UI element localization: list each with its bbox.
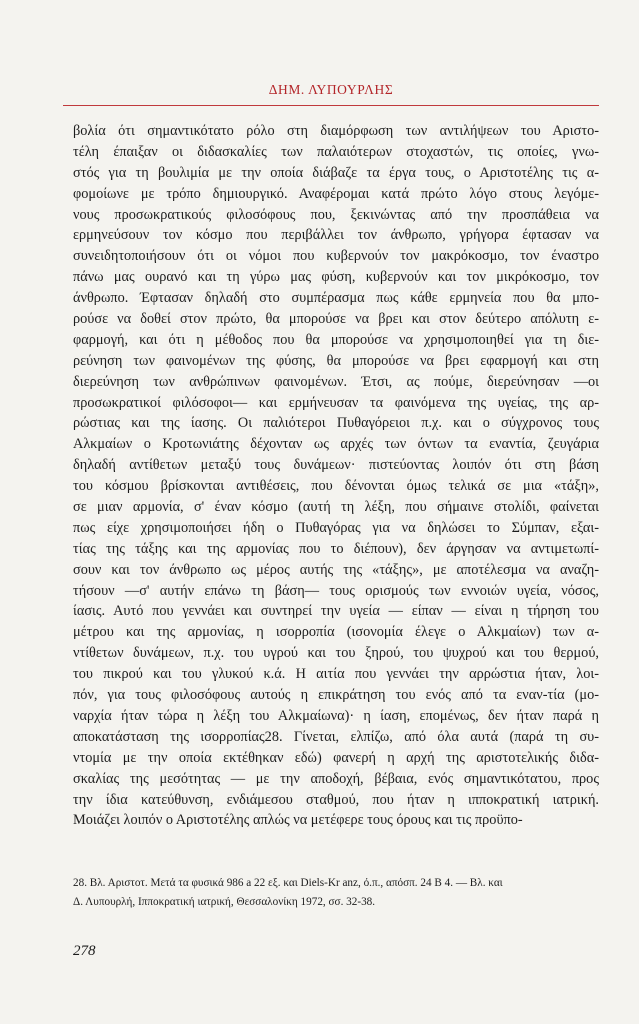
text-line: φαρμογή, και ότι η μέθοδος που θα μπορούσε να χρησιμοποιηθεί για τη διε- [73, 331, 599, 348]
text-line: τέλη έπαιξαν οι διδασκαλίες των παλαιότερων στοχαστών, τις οποίες, γνω- [73, 143, 599, 160]
text-line: ναρχία ήταν τώρα η λέξη του Αλκμαίωνα)· η ίαση, επομένως, δεν ήταν παρά η [73, 707, 599, 724]
text-line: Αλκμαίων ο Κροτωνιάτης δέχονταν ως αρχές των όντων τα εναντία, ζευγάρια [73, 436, 599, 453]
header-rule [63, 105, 599, 106]
text-line: την ίδια κατεύθυνση, ενδιάμεσου σταθμού, που ήταν η ιπποκρατική ιατρική. [73, 791, 599, 808]
text-line: σουν και τον άνθρωπο ως μέρος αυτής της «τάξης», με αποτέλεσμα να αναζη- [73, 561, 599, 578]
page-number: 278 [73, 943, 96, 959]
text-line: σε μιαν αρμονία, σ' έναν κόσμο (αυτή τη λέξη, που σήμαινε στολίδι, φαίνεται [73, 499, 599, 516]
text-line: βολία ότι σημαντικότατο ρόλο στη διαμόρφωση των αντιλήψεων του Αριστο- [73, 123, 599, 139]
text-line: ντίθετων δυνάμεων, π.χ. του υγρού και του ξηρού, του ψυχρού και του θερμού, [73, 645, 599, 662]
text-line: ρώστιας και της ίασης. Οι παλιότεροι Πυθαγόρειοι π.χ. και ο σύγχρονος τους [73, 415, 599, 432]
text-line: νους προσωκρατικούς φιλοσόφους που, ξεκινώντας από την προσπάθεια να [73, 206, 599, 223]
text-line: αποκατάσταση της ισορροπίας28. Γίνεται, ελπίζω, από όλα αυτά (παρά τη συ- [73, 728, 599, 745]
text-line: ντομία με την οποία εκτέθηκαν εδώ) φανερή η αρχή της αριστοτελικής διδα- [73, 749, 599, 766]
body-text [73, 121, 599, 831]
text-line: σκαλίας της μεσότητας — με την αποδοχή, βέβαια, ενός σημαντικότατου, προς [73, 770, 599, 787]
text-line: προσωκρατικοί φιλόσοφοι— και ερμήνευσαν τα φαινόμενα της υγείας, της αρ- [73, 394, 599, 411]
text-line: δηλαδή αντίθετων μεταξύ τους δυνάμεων· πιστεύοντας λοιπόν ότι στη βάση [73, 457, 599, 474]
footnote-line: 28. Βλ. Αριστοτ. Μετά τα φυσικά 986 a 22 εξ. και Diels-Kr anz, ό.π., απόσπ. 24 Β 4. — Βλ. και [73, 877, 503, 889]
text-line: τίας της τάξης και της αρμονίας που το διέπουν), δεν άργησαν να αντιμετωπί- [73, 540, 599, 557]
running-header: ΔΗΜ. ΛΥΠΟΥΡΛΗΣ [268, 82, 394, 97]
text-line: ίασις. Αυτό που γεννάει και συντηρεί την υγεία — είπαν — είναι η τήρηση του [73, 603, 599, 620]
text-line: Μοιάζει λοιπόν ο Αριστοτέλης απλώς να μετέφερε τους όρους και τις προϋπο- [73, 812, 523, 829]
text-line: φομοίωνε με τρόπο δημιουργικό. Αναφέρομαι κατά πρώτο λόγο στους λεγόμε- [73, 185, 599, 202]
text-line: συνειδητοποιήσουν ότι οι νόμοι που κυβερνούν τον μακρόκοσμο, τον έναστρο [73, 248, 599, 265]
footnote-line: Δ. Λυπουρλή, Ιπποκρατική ιατρική, Θεσσαλονίκη 1972, σσ. 32-38. [73, 896, 376, 908]
text-line: ερμηνεύσουν τον κόσμο που περιβάλλει τον άνθρωπο, γρήγορα έφτασαν να [73, 227, 599, 244]
text-line: τήσουν —σ' αυτήν επάνω τη βάση— τους ορισμούς των εννοιών υγεία, νόσος, [73, 582, 599, 599]
text-line: στός για τη βουλιμία με την οποία διάβαζε τα έργα τους, ο Αριστοτέλης τις α- [73, 164, 599, 181]
text-line: ρούσε να δοθεί στον πρώτο, θα μπορούσε να βρει και στον δεύτερο απόλυτη ε- [73, 311, 599, 328]
text-line: διερεύνηση των ανθρώπινων φαινομένων. Έτσι, ας πούμε, διερεύνησαν —οι [73, 373, 599, 390]
text-line: ρεύνηση των φαινομένων της φύσης, θα μπορούσε να βρει εφαρμογή και στη [73, 352, 599, 369]
text-line: πως είχε χρησιμοποιήσει ήδη ο Πυθαγόρας για να δηλώσει το Σύμπαν, εξαι- [73, 519, 599, 536]
text-line: του πικρού και του γλυκού κ.ά. Η αιτία που γεννάει την αρρώστια ήταν, λοι- [73, 666, 599, 683]
text-line: άνθρωπο. Έφτασαν δηλαδή στο συμπέρασμα πως κάθε ερμηνεία που θα μπο- [73, 290, 599, 307]
footnote [73, 874, 599, 912]
text-line: πάνω μας ουρανό και τη γύρω μας φύση, κυβερνούν και τον μικρόκοσμο, τον [73, 269, 599, 286]
text-line: του κόσμου βρίσκονται αντιθέσεις, που δένονται όμως τελικά σε μια «τάξη», [73, 478, 599, 495]
text-line: μέτρου και της αρμονίας, η ισορροπία (ισονομία έλεγε ο Αλκμαίων) των α- [73, 624, 599, 641]
text-line: πόν, για τους φιλοσόφους αυτούς η επικράτηση του ενός από τα εναν-τία (μο- [73, 687, 599, 704]
